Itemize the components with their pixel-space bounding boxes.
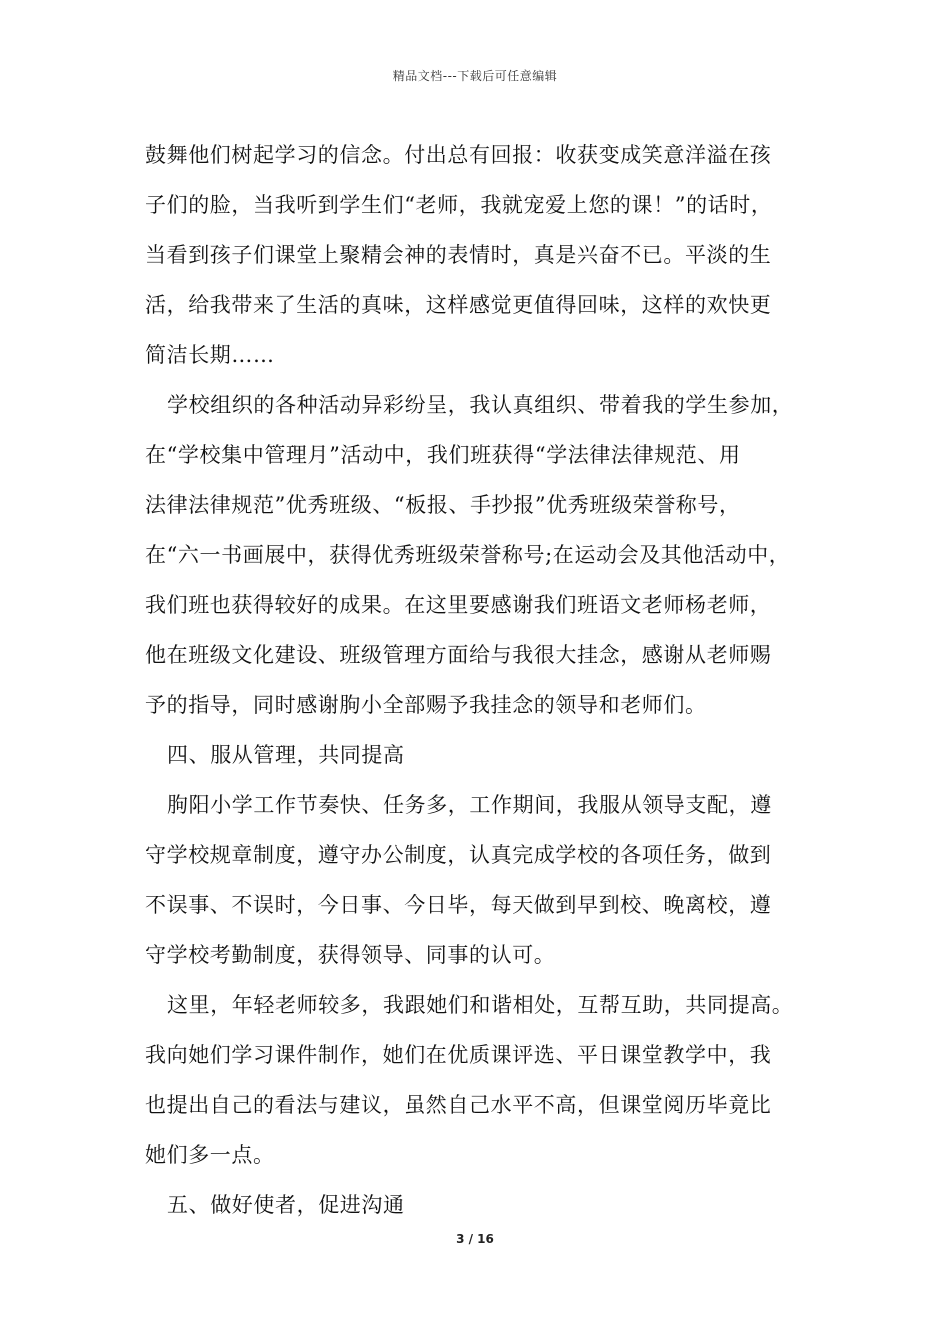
text-line: 守学校考勤制度，获得领导、同事的认可。 (145, 943, 556, 967)
page-number: 3 / 16 (456, 1232, 494, 1246)
text-line: 不误事、不误时，今日事、今日毕，每天做到早到校、晚离校，遵 (145, 893, 772, 917)
text-line: 这里，年轻老师较多，我跟她们和谐相处，互帮互助，共同提高。 (167, 993, 794, 1017)
text-line: 我们班也获得较好的成果。在这里要感谢我们班语文老师杨老师， (145, 593, 772, 617)
page-header: 精品文档---下载后可任意编辑 (392, 69, 558, 83)
text-line: 守学校规章制度，遵守办公制度，认真完成学校的各项任务，做到 (145, 843, 772, 867)
section-heading: 四、服从管理，共同提高 (167, 743, 405, 767)
text-line: 法律法律规范”优秀班级、“板报、手抄报”优秀班级荣誉称号， (145, 493, 741, 517)
text-line: 予的指导，同时感谢朐小全部赐予我挂念的领导和老师们。 (145, 693, 707, 717)
text-line: 简洁长期…… (145, 343, 275, 367)
text-line: 她们多一点。 (145, 1143, 275, 1167)
text-line: 子们的脸，当我听到学生们“老师，我就宠爱上您的课！”的话时， (145, 193, 773, 217)
text-line: 活，给我带来了生活的真味，这样感觉更值得回味，这样的欢快更 (145, 293, 772, 317)
text-line: 在“学校集中管理月”活动中，我们班获得“学法律法律规范、用 (145, 443, 741, 467)
document-body (145, 130, 810, 1230)
text-line: 我向她们学习课件制作，她们在优质课评选、平日课堂教学中，我 (145, 1043, 772, 1067)
text-line: 朐阳小学工作节奏快、任务多，工作期间，我服从领导支配，遵 (167, 793, 772, 817)
text-line: 也提出自己的看法与建议，虽然自己水平不高，但课堂阅历毕竟比 (145, 1093, 772, 1117)
text-line: 当看到孩子们课堂上聚精会神的表情时，真是兴奋不已。平淡的生 (145, 243, 772, 267)
text-line: 他在班级文化建设、班级管理方面给与我很大挂念，感谢从老师赐 (145, 643, 772, 667)
text-line: 学校组织的各种活动异彩纷呈，我认真组织、带着我的学生参加， (167, 393, 794, 417)
section-heading: 五、做好使者，促进沟通 (167, 1193, 405, 1217)
text-line: 鼓舞他们树起学习的信念。付出总有回报：收获变成笑意洋溢在孩 (145, 143, 772, 167)
text-line: 在“六一书画展中，获得优秀班级荣誉称号;在运动会及其他活动中， (145, 543, 791, 567)
